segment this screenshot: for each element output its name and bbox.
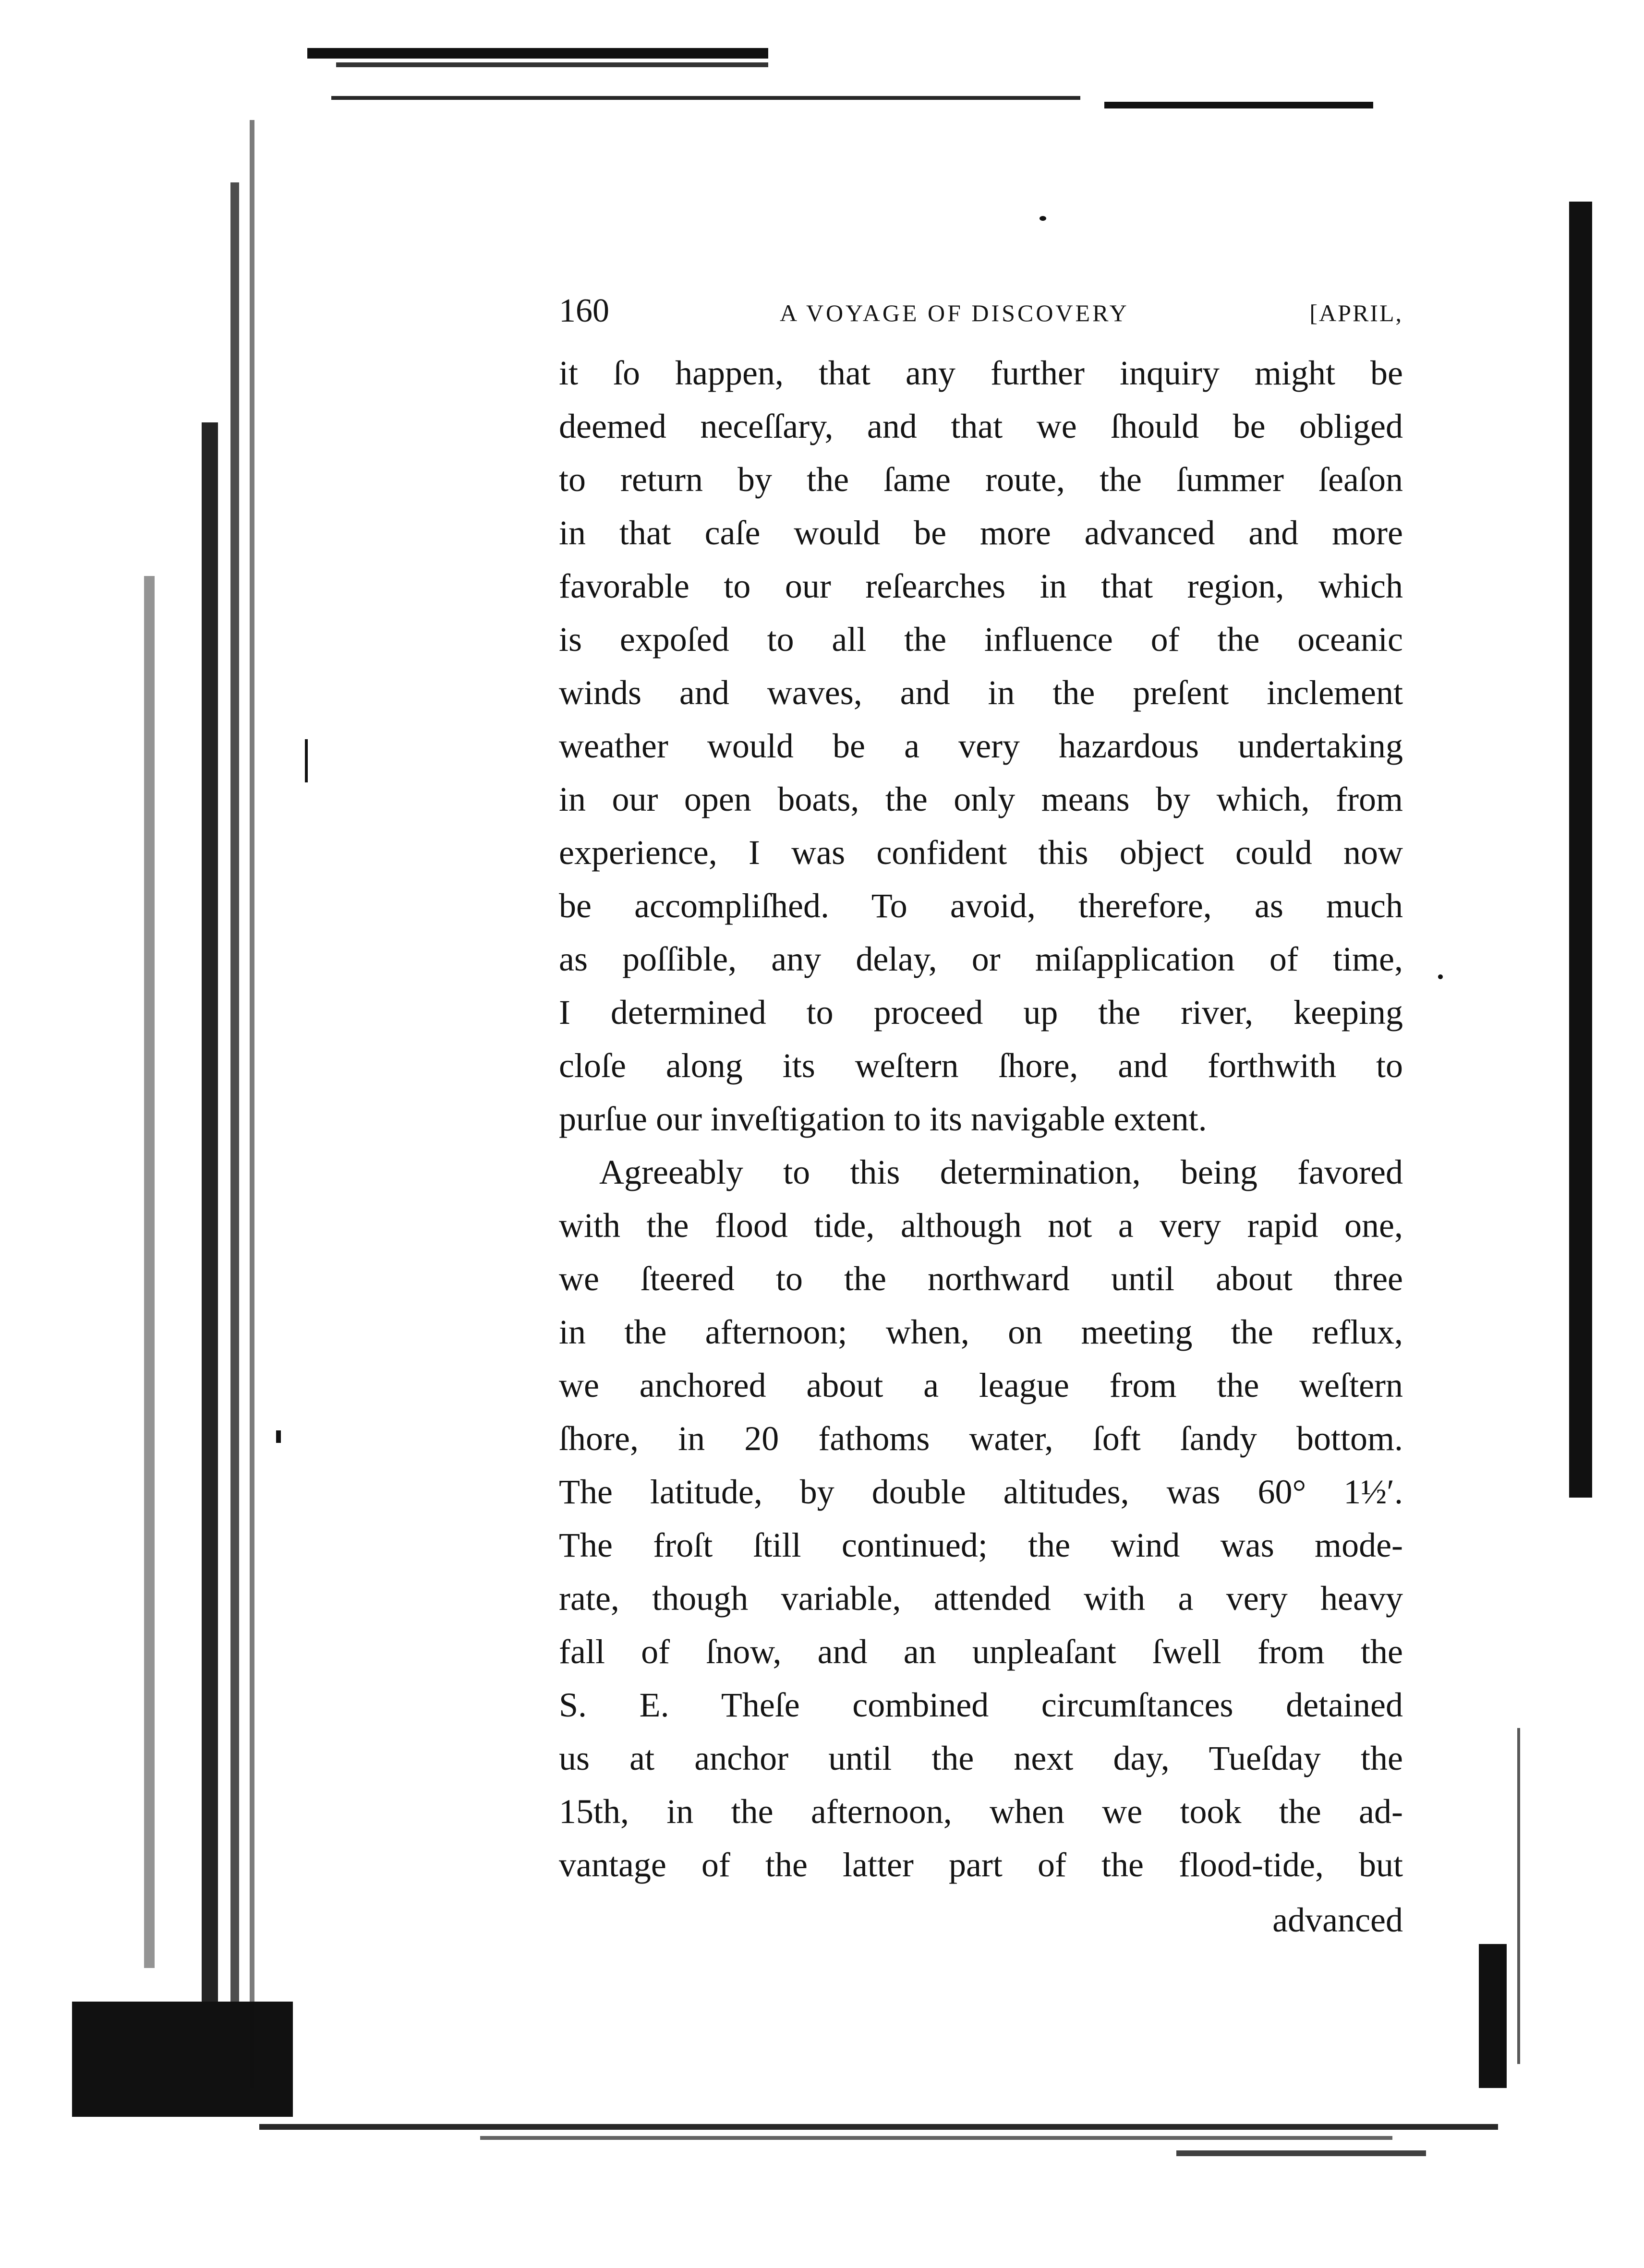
text-line: weather would be a very hazardous undertaking (559, 727, 1403, 765)
text-line: S. E. Theſe combined circumſtances detained (559, 1686, 1403, 1724)
scan-edge-bottom-dark (1176, 2150, 1426, 2156)
text-line: rate, though variable, attended with a very heavy (559, 1579, 1403, 1618)
scan-shadow-left-inner (230, 182, 239, 2054)
paragraph-end-line: purſue our inveſtigation to its navigable extent. (559, 1100, 1207, 1138)
page-border-top (331, 96, 1080, 100)
text-line: is expoſed to all the influence of the oceanic (559, 620, 1403, 659)
scan-shadow-left (202, 422, 218, 2016)
text-line: we anchored about a league from the weſtern (559, 1366, 1403, 1404)
scan-edge-top-thin (336, 62, 768, 67)
body-text (559, 347, 1403, 1892)
scan-shadow-right (1569, 202, 1592, 1498)
text-line: with the flood tide, although not a very rapid one, (559, 1206, 1403, 1245)
text-line: it ſo happen, that any further inquiry might be (559, 354, 1403, 392)
page-border-left (250, 120, 254, 2088)
text-line: The latitude, by double altitudes, was 60° 1½′. (559, 1473, 1403, 1511)
page-border-right (1517, 1728, 1520, 2064)
text-line: experience, I was confident this object could now (559, 833, 1403, 872)
running-date: [APRIL, (1309, 300, 1403, 326)
text-line: ſhore, in 20 fathoms water, ſoft ſandy bottom. (559, 1419, 1403, 1458)
scan-speck (1040, 216, 1046, 221)
running-title: A VOYAGE OF DISCOVERY (780, 300, 1129, 326)
scan-speck (1438, 974, 1443, 979)
page-number: 160 (559, 292, 609, 329)
page-border-top-dark (1104, 102, 1373, 108)
text-line: in that caſe would be more advanced and more (559, 514, 1403, 552)
text-line: we ſteered to the northward until about three (559, 1260, 1403, 1298)
text-line: favorable to our reſearches in that region, which (559, 567, 1403, 605)
text-line: vantage of the latter part of the flood-tide, but (559, 1846, 1403, 1884)
scan-speck (305, 739, 308, 782)
text-line: be accompliſhed. To avoid, therefore, as much (559, 887, 1403, 925)
paragraph-start-line: Agreeably to this determination, being favored (599, 1153, 1403, 1191)
scan-shadow-bottom-left (72, 2002, 293, 2117)
scan-shadow-left-outer (144, 576, 155, 1968)
text-line: winds and waves, and in the preſent inclement (559, 673, 1403, 712)
text-line: fall of ſnow, and an unpleaſant ſwell from the (559, 1632, 1403, 1671)
text-line: cloſe along its weſtern ſhore, and forthwith to (559, 1046, 1403, 1085)
text-line: to return by the ſame route, the ſummer ſeaſon (559, 460, 1403, 499)
text-line: as poſſible, any delay, or miſapplication of time, (559, 940, 1403, 978)
catchword: advanced (1272, 1901, 1403, 1939)
page-border-bottom (259, 2124, 1498, 2130)
scan-edge-top (307, 48, 768, 59)
text-line: The froſt ſtill continued; the wind was mode- (559, 1526, 1403, 1564)
text-line: us at anchor until the next day, Tueſday the (559, 1739, 1403, 1777)
text-line: in our open boats, the only means by which, from (559, 780, 1403, 818)
text-line: deemed neceſſary, and that we ſhould be obliged (559, 407, 1403, 445)
text-line: I determined to proceed up the river, keeping (559, 993, 1403, 1032)
scan-shadow-bottom-right (1479, 1944, 1507, 2088)
running-head (559, 294, 1403, 328)
scan-speck (276, 1430, 281, 1443)
scan-edge-bottom (480, 2136, 1392, 2140)
text-line: 15th, in the afternoon, when we took the ad- (559, 1792, 1403, 1831)
text-line: in the afternoon; when, on meeting the reflux, (559, 1313, 1403, 1351)
